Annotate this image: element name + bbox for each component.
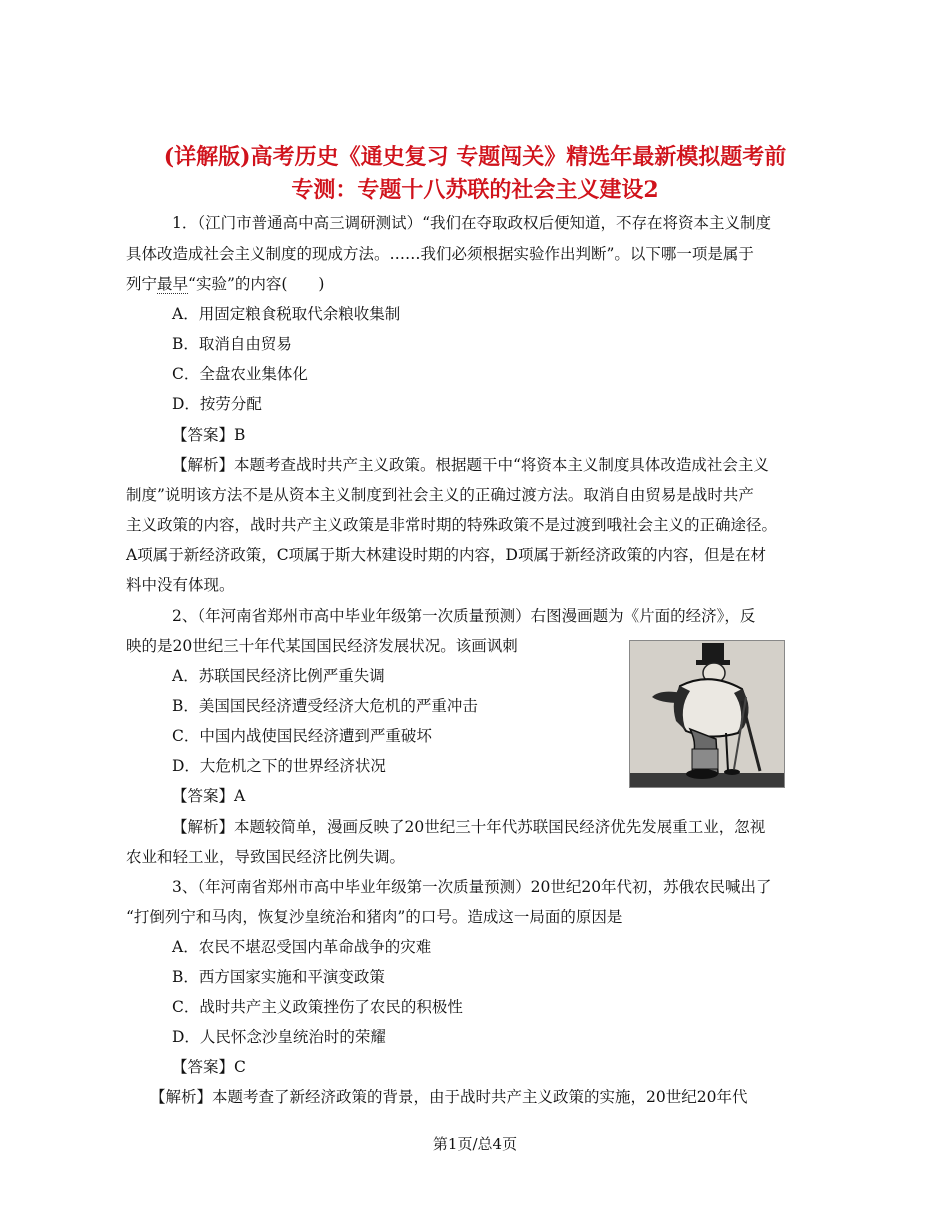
q1-stem-line1: 1．（江门市普通高中高三调研测试）“我们在夺取政权后便知道，不存在将资本主义制度 bbox=[172, 214, 772, 232]
q2-analysis-line2: 农业和轻工业，导致国民经济比例失调。 bbox=[126, 848, 406, 866]
q1-emphasis-word: 最早 bbox=[157, 275, 189, 293]
q3-option-a: A．农民不堪忍受国内革命战争的灾难 bbox=[172, 938, 432, 956]
q1-analysis-line5: 料中没有体现。 bbox=[126, 576, 235, 594]
cartoon-image bbox=[629, 640, 785, 788]
q3-stem-line1: 3、（年河南省郑州市高中毕业年级第一次质量预测）20世纪20年代初，苏俄农民喊出了 bbox=[172, 878, 772, 896]
cartoon-illustration bbox=[630, 641, 784, 787]
q2-option-c: C．中国内战使国民经济遭到严重破坏 bbox=[172, 727, 432, 745]
q1-stem-text-c: “实验”的内容( ) bbox=[188, 275, 325, 293]
q3-option-b: B．西方国家实施和平演变政策 bbox=[172, 968, 385, 986]
q2-analysis-line1: 【解析】本题较简单，漫画反映了20世纪三十年代苏联国民经济优先发展重工业，忽视 bbox=[172, 818, 766, 836]
q1-option-b: B．取消自由贸易 bbox=[172, 335, 292, 353]
q1-answer: 【答案】B bbox=[172, 426, 246, 444]
q1-stem-line2: 具体改造成社会主义制度的现成方法。……我们必须根据实验作出判断”。以下哪一项是属于 bbox=[126, 245, 754, 263]
q3-stem-line2: “打倒列宁和马肉，恢复沙皇统治和猪肉”的口号。造成这一局面的原因是 bbox=[126, 908, 623, 926]
q1-analysis-line3: 主义政策的内容，战时共产主义政策是非常时期的特殊政策不是过渡到哦社会主义的正确途径。 bbox=[126, 516, 778, 534]
q2-stem-line2: 映的是20世纪三十年代某国国民经济发展状况。该画讽刺 bbox=[126, 637, 518, 655]
q2-stem-line1: 2、（年河南省郑州市高中毕业年级第一次质量预测）右图漫画题为《片面的经济》，反 bbox=[172, 607, 756, 625]
page-footer: 第1页/总4页 bbox=[432, 1135, 518, 1153]
q1-option-d: D．按劳分配 bbox=[172, 395, 262, 413]
q2-option-a: A．苏联国民经济比例严重失调 bbox=[172, 667, 385, 685]
q3-analysis-line1: 【解析】本题考查了新经济政策的背景，由于战时共产主义政策的实施，20世纪20年代 bbox=[150, 1088, 748, 1106]
q1-option-a: A．用固定粮食税取代余粮收集制 bbox=[172, 305, 401, 323]
q1-analysis-line1: 【解析】本题考查战时共产主义政策。根据题干中“将资本主义制度具体改造成社会主义 bbox=[172, 456, 769, 474]
q1-option-c: C．全盘农业集体化 bbox=[172, 365, 308, 383]
q2-option-d: D．大危机之下的世界经济状况 bbox=[172, 757, 386, 775]
q3-option-d: D．人民怀念沙皇统治时的荣耀 bbox=[172, 1028, 386, 1046]
q1-stem-line3 bbox=[126, 273, 324, 295]
q1-analysis-line2: 制度”说明该方法不是从资本主义制度到社会主义的正确过渡方法。取消自由贸易是战时共产 bbox=[126, 486, 754, 504]
q2-answer: 【答案】A bbox=[172, 787, 246, 805]
doc-title-line1: (详解版)高考历史《通史复习 专题闯关》精选年最新模拟题考前 bbox=[163, 144, 787, 170]
doc-title-line2: 专测：专题十八苏联的社会主义建设2 bbox=[291, 177, 659, 203]
q1-stem-text-a: 列宁 bbox=[126, 275, 158, 293]
q1-analysis-line4: A项属于新经济政策，C项属于斯大林建设时期的内容，D项属于新经济政策的内容，但是在材 bbox=[126, 546, 766, 564]
q2-option-b: B．美国国民经济遭受经济大危机的严重冲击 bbox=[172, 697, 478, 715]
q3-option-c: C．战时共产主义政策挫伤了农民的积极性 bbox=[172, 998, 463, 1016]
q3-answer: 【答案】C bbox=[172, 1058, 246, 1076]
